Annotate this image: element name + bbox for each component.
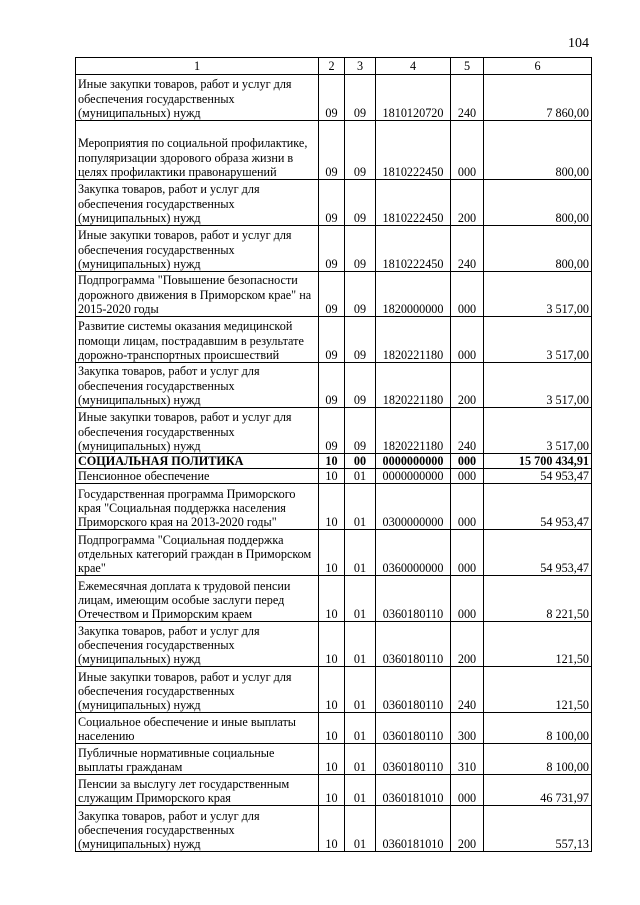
- row-amount: 54 953,47: [484, 484, 592, 530]
- row-expense-type: 000: [451, 576, 484, 622]
- row-expense-type: 240: [451, 226, 484, 272]
- row-subsection: 01: [345, 484, 376, 530]
- row-subsection: 01: [345, 775, 376, 806]
- row-name: Закупка товаров, работ и услуг для обеспечения государственных (муниципальных) нужд: [76, 363, 319, 408]
- row-subsection: 01: [345, 713, 376, 744]
- row-subsection: 09: [345, 408, 376, 454]
- column-header: 2: [319, 58, 345, 75]
- table-row: [76, 713, 592, 744]
- table-row: [76, 667, 592, 713]
- row-expense-type: 000: [451, 454, 484, 469]
- row-subsection: 09: [345, 121, 376, 180]
- row-amount: 8 100,00: [484, 744, 592, 775]
- row-section: 09: [319, 226, 345, 272]
- table-row: [76, 363, 592, 408]
- row-amount: 3 517,00: [484, 408, 592, 454]
- row-section: 10: [319, 484, 345, 530]
- row-name: Иные закупки товаров, работ и услуг для обеспечения государственных (муниципальных) нужд: [76, 75, 319, 121]
- row-expense-type: 000: [451, 469, 484, 484]
- table-row: [76, 530, 592, 576]
- row-expense-type: 000: [451, 317, 484, 363]
- page-number: 104: [568, 36, 589, 51]
- table-row: [76, 454, 592, 469]
- row-name: Пенсионное обеспечение: [76, 469, 319, 484]
- row-target-article: 1810222450: [376, 121, 451, 180]
- row-amount: 121,50: [484, 622, 592, 667]
- row-name: Мероприятия по социальной профилактике, популяризации здорового образа жизни в целях профилактики правонарушений: [76, 121, 319, 180]
- row-name: Подпрограмма "Социальная поддержка отдельных категорий граждан в Приморском крае": [76, 530, 319, 576]
- row-target-article: 0000000000: [376, 454, 451, 469]
- header-row: [76, 58, 592, 75]
- row-expense-type: 240: [451, 408, 484, 454]
- column-header: 1: [76, 58, 319, 75]
- table-row: [76, 408, 592, 454]
- budget-table: [75, 57, 592, 852]
- row-target-article: 1820221180: [376, 408, 451, 454]
- row-amount: 3 517,00: [484, 272, 592, 317]
- row-section: 10: [319, 667, 345, 713]
- row-name: Иные закупки товаров, работ и услуг для обеспечения государственных (муниципальных) нужд: [76, 667, 319, 713]
- row-section: 10: [319, 530, 345, 576]
- row-section: 10: [319, 622, 345, 667]
- row-subsection: 09: [345, 317, 376, 363]
- row-target-article: 1810222450: [376, 180, 451, 226]
- row-name: Иные закупки товаров, работ и услуг для обеспечения государственных (муниципальных) нужд: [76, 408, 319, 454]
- row-expense-type: 000: [451, 484, 484, 530]
- row-amount: 800,00: [484, 121, 592, 180]
- row-section: 09: [319, 180, 345, 226]
- row-subsection: 09: [345, 363, 376, 408]
- row-subsection: 01: [345, 576, 376, 622]
- row-name: Публичные нормативные социальные выплаты гражданам: [76, 744, 319, 775]
- row-subsection: 01: [345, 530, 376, 576]
- row-subsection: 09: [345, 226, 376, 272]
- row-expense-type: 240: [451, 667, 484, 713]
- table-row: [76, 775, 592, 806]
- row-subsection: 01: [345, 622, 376, 667]
- row-amount: 800,00: [484, 180, 592, 226]
- row-expense-type: 200: [451, 622, 484, 667]
- table-row: [76, 272, 592, 317]
- row-amount: 54 953,47: [484, 469, 592, 484]
- table-row: [76, 75, 592, 121]
- row-subsection: 01: [345, 667, 376, 713]
- row-expense-type: 300: [451, 713, 484, 744]
- row-subsection: 00: [345, 454, 376, 469]
- row-subsection: 01: [345, 806, 376, 852]
- row-name: Развитие системы оказания медицинской помощи лицам, пострадавшим в результате дорожно-транспортных происшествий: [76, 317, 319, 363]
- row-amount: 7 860,00: [484, 75, 592, 121]
- row-target-article: 1820221180: [376, 363, 451, 408]
- row-target-article: 0360181010: [376, 775, 451, 806]
- row-section: 10: [319, 775, 345, 806]
- row-target-article: 0360180110: [376, 576, 451, 622]
- row-section: 10: [319, 576, 345, 622]
- column-header: 3: [345, 58, 376, 75]
- row-name: Пенсии за выслугу лет государственным служащим Приморского края: [76, 775, 319, 806]
- table-row: [76, 180, 592, 226]
- row-name: Закупка товаров, работ и услуг для обеспечения государственных (муниципальных) нужд: [76, 622, 319, 667]
- column-header: 5: [451, 58, 484, 75]
- row-expense-type: 310: [451, 744, 484, 775]
- row-expense-type: 000: [451, 121, 484, 180]
- row-target-article: 1820221180: [376, 317, 451, 363]
- row-target-article: 1820000000: [376, 272, 451, 317]
- row-expense-type: 000: [451, 530, 484, 576]
- row-subsection: 01: [345, 469, 376, 484]
- row-subsection: 01: [345, 744, 376, 775]
- row-target-article: 0000000000: [376, 469, 451, 484]
- table-row: [76, 744, 592, 775]
- row-expense-type: 200: [451, 363, 484, 408]
- row-section: 09: [319, 363, 345, 408]
- table-row: [76, 806, 592, 852]
- row-amount: 557,13: [484, 806, 592, 852]
- row-section: 10: [319, 713, 345, 744]
- row-name: Государственная программа Приморского края "Социальная поддержка населения Приморского края на 2013-2020 годы": [76, 484, 319, 530]
- row-name: СОЦИАЛЬНАЯ ПОЛИТИКА: [76, 454, 319, 469]
- row-amount: 3 517,00: [484, 317, 592, 363]
- row-expense-type: 200: [451, 806, 484, 852]
- row-name: Социальное обеспечение и иные выплаты населению: [76, 713, 319, 744]
- row-amount: 121,50: [484, 667, 592, 713]
- row-target-article: 0360180110: [376, 713, 451, 744]
- row-amount: 3 517,00: [484, 363, 592, 408]
- table-row: [76, 622, 592, 667]
- row-section: 09: [319, 75, 345, 121]
- row-amount: 54 953,47: [484, 530, 592, 576]
- row-target-article: 0300000000: [376, 484, 451, 530]
- row-section: 10: [319, 469, 345, 484]
- row-amount: 800,00: [484, 226, 592, 272]
- row-subsection: 09: [345, 75, 376, 121]
- row-subsection: 09: [345, 180, 376, 226]
- row-section: 09: [319, 408, 345, 454]
- row-section: 10: [319, 454, 345, 469]
- row-amount: 8 221,50: [484, 576, 592, 622]
- row-amount: 15 700 434,91: [484, 454, 592, 469]
- row-section: 09: [319, 121, 345, 180]
- row-name: Закупка товаров, работ и услуг для обеспечения государственных (муниципальных) нужд: [76, 806, 319, 852]
- column-header: 6: [484, 58, 592, 75]
- table-row: [76, 576, 592, 622]
- row-target-article: 0360180110: [376, 744, 451, 775]
- row-name: Иные закупки товаров, работ и услуг для обеспечения государственных (муниципальных) нужд: [76, 226, 319, 272]
- row-section: 09: [319, 272, 345, 317]
- row-section: 09: [319, 317, 345, 363]
- row-name: Подпрограмма "Повышение безопасности дорожного движения в Приморском крае" на 2015-2020 годы: [76, 272, 319, 317]
- row-expense-type: 200: [451, 180, 484, 226]
- table-row: [76, 121, 592, 180]
- row-subsection: 09: [345, 272, 376, 317]
- row-target-article: 0360000000: [376, 530, 451, 576]
- row-target-article: 0360180110: [376, 622, 451, 667]
- table-row: [76, 226, 592, 272]
- table-row: [76, 484, 592, 530]
- table-row: [76, 317, 592, 363]
- column-header: 4: [376, 58, 451, 75]
- row-target-article: 0360181010: [376, 806, 451, 852]
- row-expense-type: 000: [451, 775, 484, 806]
- table-body: [76, 75, 592, 852]
- row-target-article: 1810120720: [376, 75, 451, 121]
- table-row: [76, 469, 592, 484]
- row-target-article: 0360180110: [376, 667, 451, 713]
- row-target-article: 1810222450: [376, 226, 451, 272]
- row-section: 10: [319, 806, 345, 852]
- row-expense-type: 000: [451, 272, 484, 317]
- row-name: Закупка товаров, работ и услуг для обеспечения государственных (муниципальных) нужд: [76, 180, 319, 226]
- row-name: Ежемесячная доплата к трудовой пенсии лицам, имеющим особые заслуги перед Отечеством и Приморским краем: [76, 576, 319, 622]
- row-amount: 8 100,00: [484, 713, 592, 744]
- row-expense-type: 240: [451, 75, 484, 121]
- row-section: 10: [319, 744, 345, 775]
- row-amount: 46 731,97: [484, 775, 592, 806]
